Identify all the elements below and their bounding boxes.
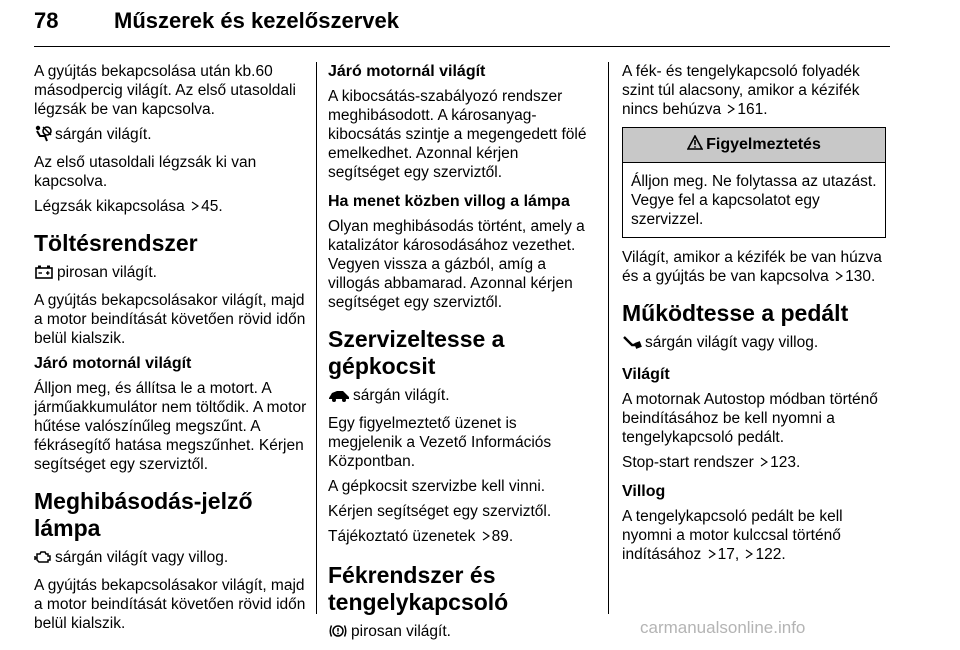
- paragraph: A gyújtás bekapcsolásakor világít, majd a motor beindítását követően rövid időn belül kialszik.: [34, 577, 306, 632]
- brake-warning-icon: [328, 623, 348, 644]
- paragraph: Egy figyelmeztető üzenet is megjelenik a Vezető Információs Központban.: [328, 415, 552, 470]
- paragraph: sárgán világít.: [34, 125, 310, 147]
- paragraph: A tengelykapcsoló pedált be kell nyomni a motor kulccsal történő indításához 17, 122.: [622, 508, 843, 563]
- clutch-pedal-icon: [622, 334, 642, 355]
- page-ref-icon: [727, 100, 735, 119]
- subheading: Világít: [622, 366, 670, 383]
- warning-title: Figyelmeztetés: [706, 136, 821, 153]
- warning-triangle-icon: [687, 135, 703, 155]
- page-ref-icon: [760, 453, 768, 472]
- section-heading-pedal: Működtesse a pedált: [622, 300, 849, 326]
- page-ref-icon: [191, 197, 199, 216]
- header-rule: [34, 46, 890, 47]
- page-number: 78: [34, 8, 59, 33]
- subheading: Ha menet közben villog a lámpa: [328, 193, 570, 210]
- page-header: [34, 6, 926, 50]
- subheading: Járó motornál világít: [34, 355, 192, 372]
- page-ref-icon: [835, 267, 843, 286]
- airbag-off-icon: [34, 125, 52, 147]
- page-ref-icon: [708, 545, 716, 564]
- column-1: [34, 62, 310, 639]
- paragraph: sárgán világít vagy villog.: [34, 548, 310, 570]
- paragraph: sárgán világít vagy villog.: [622, 333, 892, 355]
- section-heading-charging: Töltésrendszer: [34, 230, 198, 256]
- paragraph: Légzsák kikapcsolása 45.: [34, 198, 223, 215]
- paragraph: sárgán világít.: [328, 386, 594, 408]
- warning-body: Álljon meg. Ne folytassa az utazást. Vegye fel a kapcsolatot egy szervizzel.: [631, 173, 877, 228]
- page-ref-icon: [745, 545, 753, 564]
- paragraph: Az első utasoldali légzsák ki van kapcsolva.: [34, 154, 257, 190]
- subheading: Villog: [622, 483, 666, 500]
- battery-icon: [34, 264, 54, 285]
- paragraph: A gyújtás bekapcsolása után kb.60 másodpercig világít. Az első utasoldali légzsák be van kapcsolva.: [34, 63, 296, 118]
- paragraph: Tájékoztató üzenetek 89.: [328, 528, 514, 545]
- service-vehicle-icon: [328, 389, 350, 408]
- paragraph: Stop-start rendszer 123.: [622, 454, 801, 471]
- paragraph: pirosan világít.: [328, 622, 594, 644]
- paragraph: pirosan világít.: [34, 263, 310, 285]
- paragraph: A motornak Autostop módban történő beindításához be kell nyomni a tengelykapcsoló pedált.: [622, 391, 878, 446]
- section-heading-mil: Meghibásodás-jelző lámpa: [34, 488, 253, 541]
- column-3: [622, 62, 892, 570]
- paragraph: A gyújtás bekapcsolásakor világít, majd a motor beindítását követően rövid időn belül kialszik.: [34, 292, 306, 347]
- paragraph: Világít, amikor a kézifék be van húzva és a gyújtás be van kapcsolva 130.: [622, 249, 882, 285]
- engine-icon: [34, 549, 52, 570]
- paragraph: A fék- és tengelykapcsoló folyadék szint túl alacsony, amikor a kézifék nincs behúzva 161.: [622, 63, 860, 118]
- warning-box: [622, 127, 886, 238]
- warning-header: [623, 128, 885, 163]
- paragraph: Olyan meghibásodás történt, amely a katalizátor károsodásához vezethet. Vegyen vissza a gázból, amíg a villogás abbamarad. Azonnal kérjen segítséget egy szerviztől.: [328, 218, 585, 311]
- column-divider-2: [608, 62, 609, 614]
- paragraph: Álljon meg, és állítsa le a motort. A járműakkumulátor nem töltődik. A motor hűtése valószínűleg megszűnt. A fékrásegítő hatása megszűnhet. Kérjen segítséget egy szerviztől.: [34, 380, 307, 473]
- page-title: Műszerek és kezelőszervek: [114, 8, 399, 33]
- page-ref-icon: [482, 527, 490, 546]
- column-2: [328, 62, 594, 650]
- paragraph: A gépkocsit szervizbe kell vinni.: [328, 478, 546, 495]
- paragraph: A kibocsátás-szabályozó rendszer meghibásodott. A károsanyag-kibocsátás szintje a megengedett fölé emelkedhet. Azonnal kérjen segítséget egy szerviztől.: [328, 88, 587, 181]
- paragraph: Kérjen segítséget egy szerviztől.: [328, 503, 552, 520]
- column-divider-1: [316, 62, 317, 614]
- section-heading-brake: Fékrendszer és tengelykapcsoló: [328, 562, 509, 615]
- watermark: carmanualsonline.info: [640, 618, 806, 637]
- section-heading-service: Szervizeltesse a gépkocsit: [328, 326, 505, 379]
- subheading: Járó motornál világít: [328, 63, 486, 80]
